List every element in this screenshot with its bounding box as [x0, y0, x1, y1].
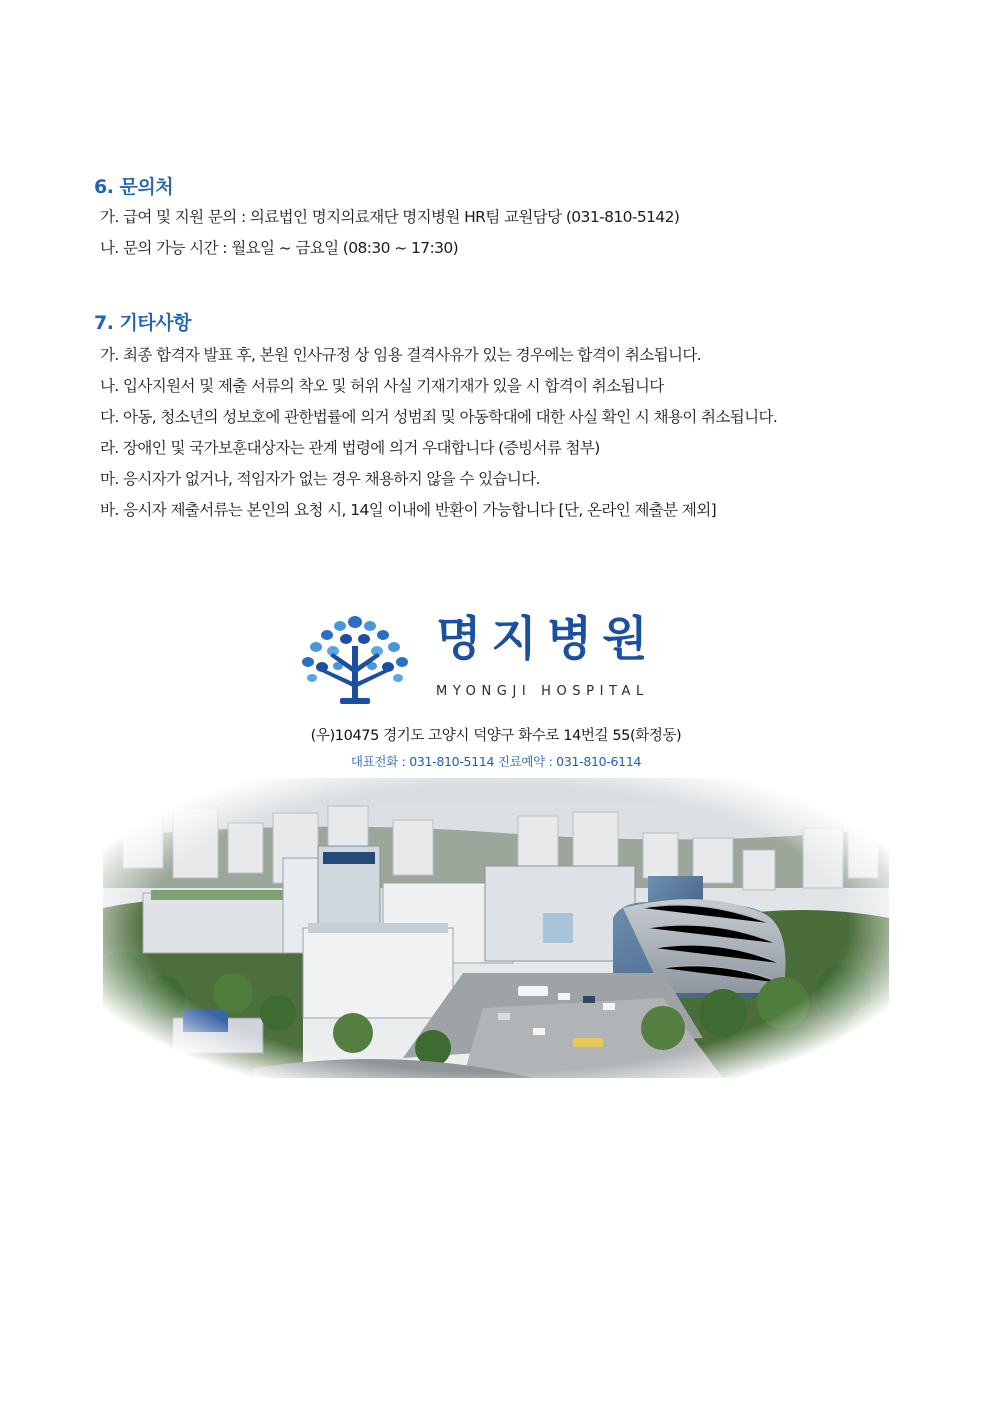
list-item: 나. 문의 가능 시간 : 월요일 ~ 금요일 (08:30 ~ 17:30): [100, 239, 459, 257]
section7-list: [100, 340, 777, 526]
tree-logo-icon: [300, 612, 410, 704]
list-item: 마. 응시자가 없거나, 적임자가 없는 경우 채용하지 않을 수 있습니다.: [100, 470, 540, 488]
list-item: 나. 입사지원서 및 제출 서류의 착오 및 허위 사실 기재기재가 있을 시 합격이 취소됩니다: [100, 377, 664, 395]
section6-list: [100, 202, 679, 264]
list-item: 라. 장애인 및 국가보훈대상자는 관계 법령에 의거 우대합니다 (증빙서류 첨부): [100, 439, 600, 457]
hospital-address: (우)10475 경기도 고양시 덕양구 화수로 14번길 55(화정동): [310, 728, 682, 744]
hospital-aerial-photo: [103, 778, 889, 1078]
list-item: 다. 아동, 청소년의 성보호에 관한법률에 의거 성범죄 및 아동학대에 대한 사실 확인 시 채용이 취소됩니다.: [100, 408, 778, 426]
list-item: 가. 최종 합격자 발표 후, 본원 인사규정 상 임용 결격사유가 있는 경우에는 합격이 취소됩니다.: [100, 346, 702, 364]
logo-name-en: MYONGJI HOSPITAL: [436, 684, 649, 699]
hospital-logo: [300, 612, 700, 704]
section7-title: 7. 기타사항: [94, 312, 191, 334]
hospital-phones: 대표전화 : 031-810-5114 진료예약 : 031-810-6114: [350, 754, 642, 769]
section6-title: 6. 문의처: [94, 176, 174, 198]
list-item: 바. 응시자 제출서류는 본인의 요청 시, 14일 이내에 반환이 가능합니다 [단, 온라인 제출분 제외]: [100, 501, 717, 519]
logo-name-ko: 명지병원: [436, 612, 658, 667]
list-item: 가. 급여 및 지원 문의 : 의료법인 명지의료재단 명지병원 HR팀 교원담당 (031-810-5142): [100, 208, 680, 226]
